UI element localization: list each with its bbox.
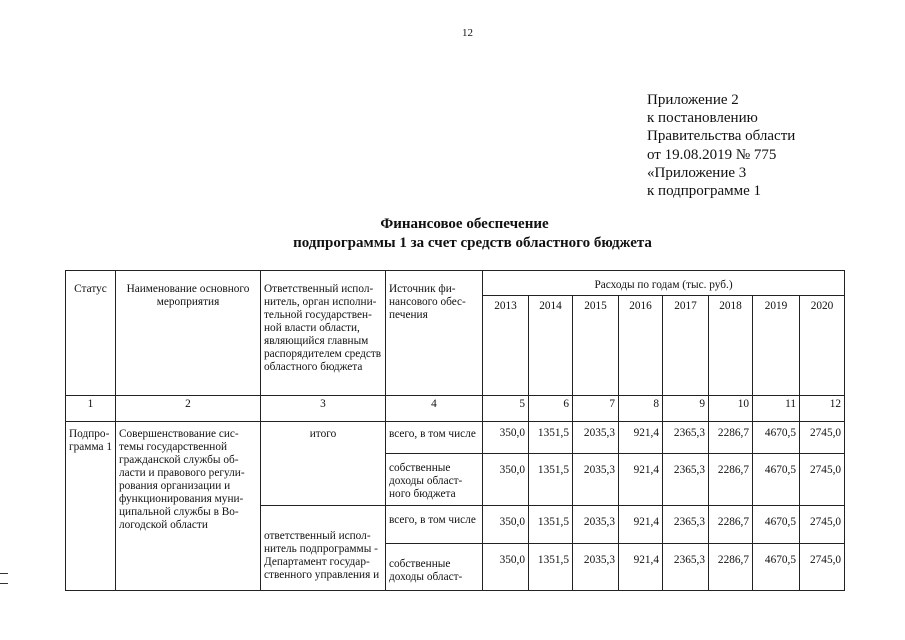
value-cell: 1351,5: [529, 544, 573, 591]
value-cell: 4670,5: [753, 544, 800, 591]
value-cell: 2035,3: [573, 506, 619, 544]
value-cell: 2365,3: [663, 506, 709, 544]
value-cell: 2035,3: [573, 422, 619, 454]
value-cell: 2286,7: [709, 506, 753, 544]
document-title: Финансовое обеспечение: [380, 216, 549, 232]
executor-responsible-cell: ответственный испол-нитель подпрограммы - Департамент государ-ственного управления и: [261, 506, 386, 591]
column-number: 7: [573, 396, 619, 422]
year-header: 2013: [483, 296, 529, 396]
year-header: 2020: [800, 296, 845, 396]
year-header: 2019: [753, 296, 800, 396]
value-cell: 2286,7: [709, 422, 753, 454]
value-cell: 921,4: [619, 506, 663, 544]
header-row: [66, 271, 845, 296]
appendix-line: «Приложение 3: [647, 164, 747, 181]
value-cell: 350,0: [483, 544, 529, 591]
header-status: Статус: [66, 271, 116, 396]
year-header: 2014: [529, 296, 573, 396]
column-number: 9: [663, 396, 709, 422]
header-executor: Ответственный испол-нитель, орган исполни-тельной государствен-ной власти области, являющийся главным распорядителем средств областного бюджета: [261, 271, 386, 396]
value-cell: 2745,0: [800, 506, 845, 544]
table-row: [66, 422, 845, 454]
header-expenses: Расходы по годам (тыс. руб.): [483, 271, 845, 296]
financing-table: [65, 270, 845, 591]
appendix-line: Правительства области: [647, 128, 796, 145]
value-cell: 921,4: [619, 422, 663, 454]
header-activity: Наименование основного мероприятия: [116, 271, 261, 396]
value-cell: 1351,5: [529, 454, 573, 506]
source-cell: собственные доходы област-ного бюджета: [386, 454, 483, 506]
value-cell: 4670,5: [753, 454, 800, 506]
status-cell: Подпро-грамма 1: [66, 422, 116, 591]
year-header: 2015: [573, 296, 619, 396]
column-number: 5: [483, 396, 529, 422]
activity-cell: Совершенствование сис-темы государственной гражданской службы об-ласти и правового регули-рования организации и функционирования муни-ципальной службы в Во-логодской области: [116, 422, 261, 591]
value-cell: 2745,0: [800, 422, 845, 454]
column-number: 6: [529, 396, 573, 422]
column-number: 12: [800, 396, 845, 422]
appendix-line: к постановлению: [647, 110, 758, 127]
column-number: 10: [709, 396, 753, 422]
column-number: 8: [619, 396, 663, 422]
value-cell: 2286,7: [709, 454, 753, 506]
value-cell: 2035,3: [573, 454, 619, 506]
value-cell: 4670,5: [753, 422, 800, 454]
source-cell: всего, в том числе: [386, 422, 483, 454]
value-cell: 1351,5: [529, 422, 573, 454]
value-cell: 4670,5: [753, 506, 800, 544]
executor-total-cell: итого: [261, 422, 386, 506]
margin-mark: [0, 573, 8, 574]
document-subtitle: подпрограммы 1 за счет средств областного бюджета: [293, 235, 652, 251]
value-cell: 350,0: [483, 506, 529, 544]
value-cell: 921,4: [619, 544, 663, 591]
value-cell: 2365,3: [663, 544, 709, 591]
appendix-line: Приложение 2: [647, 92, 739, 108]
value-cell: 2365,3: [663, 422, 709, 454]
value-cell: 2745,0: [800, 454, 845, 506]
column-number: 2: [116, 396, 261, 422]
appendix-line: к подпрограмме 1: [647, 183, 761, 200]
column-number: 3: [261, 396, 386, 422]
value-cell: 2745,0: [800, 544, 845, 591]
margin-mark: [0, 583, 8, 584]
year-header: 2016: [619, 296, 663, 396]
value-cell: 2365,3: [663, 454, 709, 506]
column-number-row: [66, 396, 845, 422]
page-number: 12: [462, 27, 473, 39]
value-cell: 2286,7: [709, 544, 753, 591]
column-number: 11: [753, 396, 800, 422]
value-cell: 921,4: [619, 454, 663, 506]
column-number: 4: [386, 396, 483, 422]
column-number: 1: [66, 396, 116, 422]
source-cell: всего, в том числе: [386, 506, 483, 544]
year-header: 2017: [663, 296, 709, 396]
appendix-line: от 19.08.2019 № 775: [647, 146, 777, 163]
year-header: 2018: [709, 296, 753, 396]
value-cell: 350,0: [483, 422, 529, 454]
value-cell: 350,0: [483, 454, 529, 506]
header-source: Источник фи-нансового обес-печения: [386, 271, 483, 396]
value-cell: 1351,5: [529, 506, 573, 544]
appendix-block: [647, 91, 795, 200]
source-cell: собственные доходы област-: [386, 544, 483, 591]
value-cell: 2035,3: [573, 544, 619, 591]
